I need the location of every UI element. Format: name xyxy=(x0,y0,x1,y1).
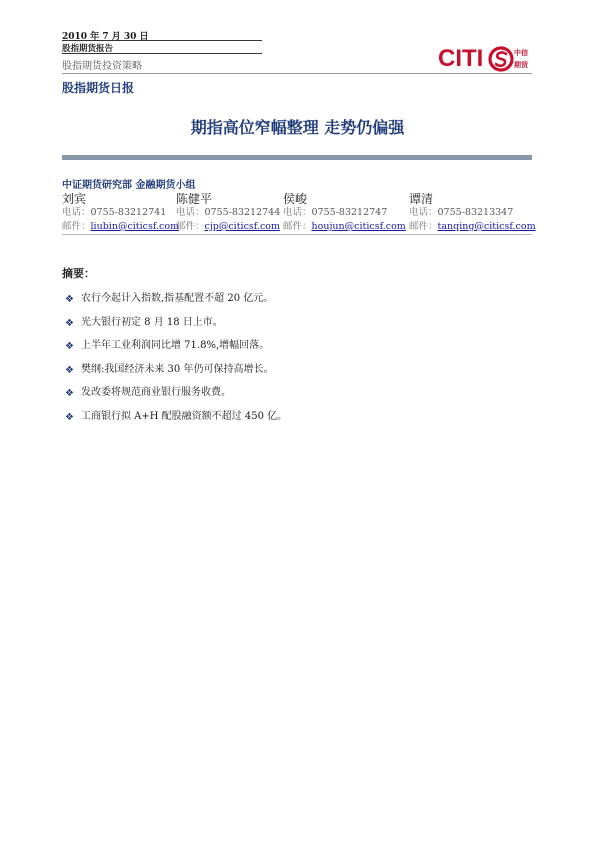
contact-phone: 0755-83212744 xyxy=(204,207,281,218)
phone-label: 电话： xyxy=(176,207,205,218)
contact-name: 侯峻 xyxy=(283,192,308,206)
contact-email-link[interactable]: houjun@citicsf.com xyxy=(311,221,406,232)
diamond-dots-icon: ❖ xyxy=(65,294,74,305)
diamond-dots-icon: ❖ xyxy=(65,411,74,423)
diamond-dots-icon: ❖ xyxy=(65,388,74,400)
summary-list xyxy=(62,292,532,434)
contact-name: 谭清 xyxy=(409,192,434,206)
diamond-dots-icon: ❖ xyxy=(65,317,74,329)
contact-card xyxy=(62,192,179,234)
logo-text: CITI xyxy=(438,45,484,72)
email-label: 邮件： xyxy=(409,221,438,232)
contact-name: 刘宾 xyxy=(62,192,87,206)
page-title: 期指高位窄幅整理 走势仍偏强 xyxy=(190,118,405,137)
contact-email-row xyxy=(283,220,406,234)
contact-email-link[interactable]: cjp@citicsf.com xyxy=(204,221,281,232)
list-item-text: 工商银行拟 A+H 配股融资额不超过 450 亿。 xyxy=(81,410,288,422)
list-item-text: 光大银行初定 8 月 18 日上市。 xyxy=(81,316,223,328)
list-item xyxy=(62,292,532,316)
list-item xyxy=(62,339,532,363)
contacts-block xyxy=(62,192,537,238)
header-date: 2010 年 7 月 30 日 xyxy=(62,32,149,42)
header-rule xyxy=(62,40,262,41)
contact-name: 陈健平 xyxy=(176,192,213,206)
email-label: 邮件： xyxy=(176,221,205,232)
title-divider-bar xyxy=(62,155,532,160)
contact-email-link[interactable]: liubin@citicsf.com xyxy=(90,221,180,232)
logo-cn-top: 中信 xyxy=(514,49,528,57)
header-report-type: 股指期货报告 xyxy=(62,44,114,54)
contact-phone-row xyxy=(283,206,406,220)
contact-phone-row xyxy=(62,206,179,220)
contact-phone-row xyxy=(176,206,280,220)
list-item-text: 樊纲:我国经济未来 30 年仍可保持高增长。 xyxy=(81,363,274,375)
list-item xyxy=(62,410,532,434)
contact-email-row xyxy=(62,220,179,234)
contact-phone: 0755-83213347 xyxy=(437,207,514,218)
phone-label: 电话： xyxy=(409,207,438,218)
list-item xyxy=(62,363,532,387)
contact-email-row xyxy=(176,220,280,234)
phone-label: 电话： xyxy=(283,207,312,218)
contact-card xyxy=(176,192,280,234)
team-name: 中证期货研究部 金融期货小组 xyxy=(62,180,196,191)
header-rule xyxy=(62,53,262,54)
diamond-dots-icon: ❖ xyxy=(65,341,74,353)
contact-card xyxy=(283,192,406,234)
contacts-rule xyxy=(62,234,532,235)
citics-s-swirl-icon xyxy=(488,46,514,72)
contact-email-link[interactable]: tanqing@citicsf.com xyxy=(437,221,536,232)
contact-email-row xyxy=(409,220,536,234)
list-item xyxy=(62,316,532,340)
contact-phone: 0755-83212741 xyxy=(90,207,167,218)
list-item-text: 上半年工业利润同比增 71.8%,增幅回落。 xyxy=(81,340,270,352)
contact-phone: 0755-83212747 xyxy=(311,207,388,218)
logo-cn-bottom: 期货 xyxy=(514,61,528,69)
citics-logo xyxy=(438,44,538,74)
contact-card xyxy=(409,192,536,234)
summary-heading: 摘要： xyxy=(62,267,95,280)
email-label: 邮件： xyxy=(62,221,91,232)
list-item xyxy=(62,386,532,410)
contact-phone-row xyxy=(409,206,536,220)
header-daily-label: 股指期货日报 xyxy=(62,81,135,95)
phone-label: 电话： xyxy=(62,207,91,218)
list-item-text: 发改委将规范商业银行服务收费。 xyxy=(81,387,231,399)
header-strategy: 股指期货投资策略 xyxy=(62,61,142,72)
email-label: 邮件： xyxy=(283,221,312,232)
list-item-text: 农行今起计入指数,指基配置不超 20 亿元。 xyxy=(81,293,274,304)
logo-cn-text xyxy=(514,47,528,71)
diamond-dots-icon: ❖ xyxy=(65,364,74,376)
